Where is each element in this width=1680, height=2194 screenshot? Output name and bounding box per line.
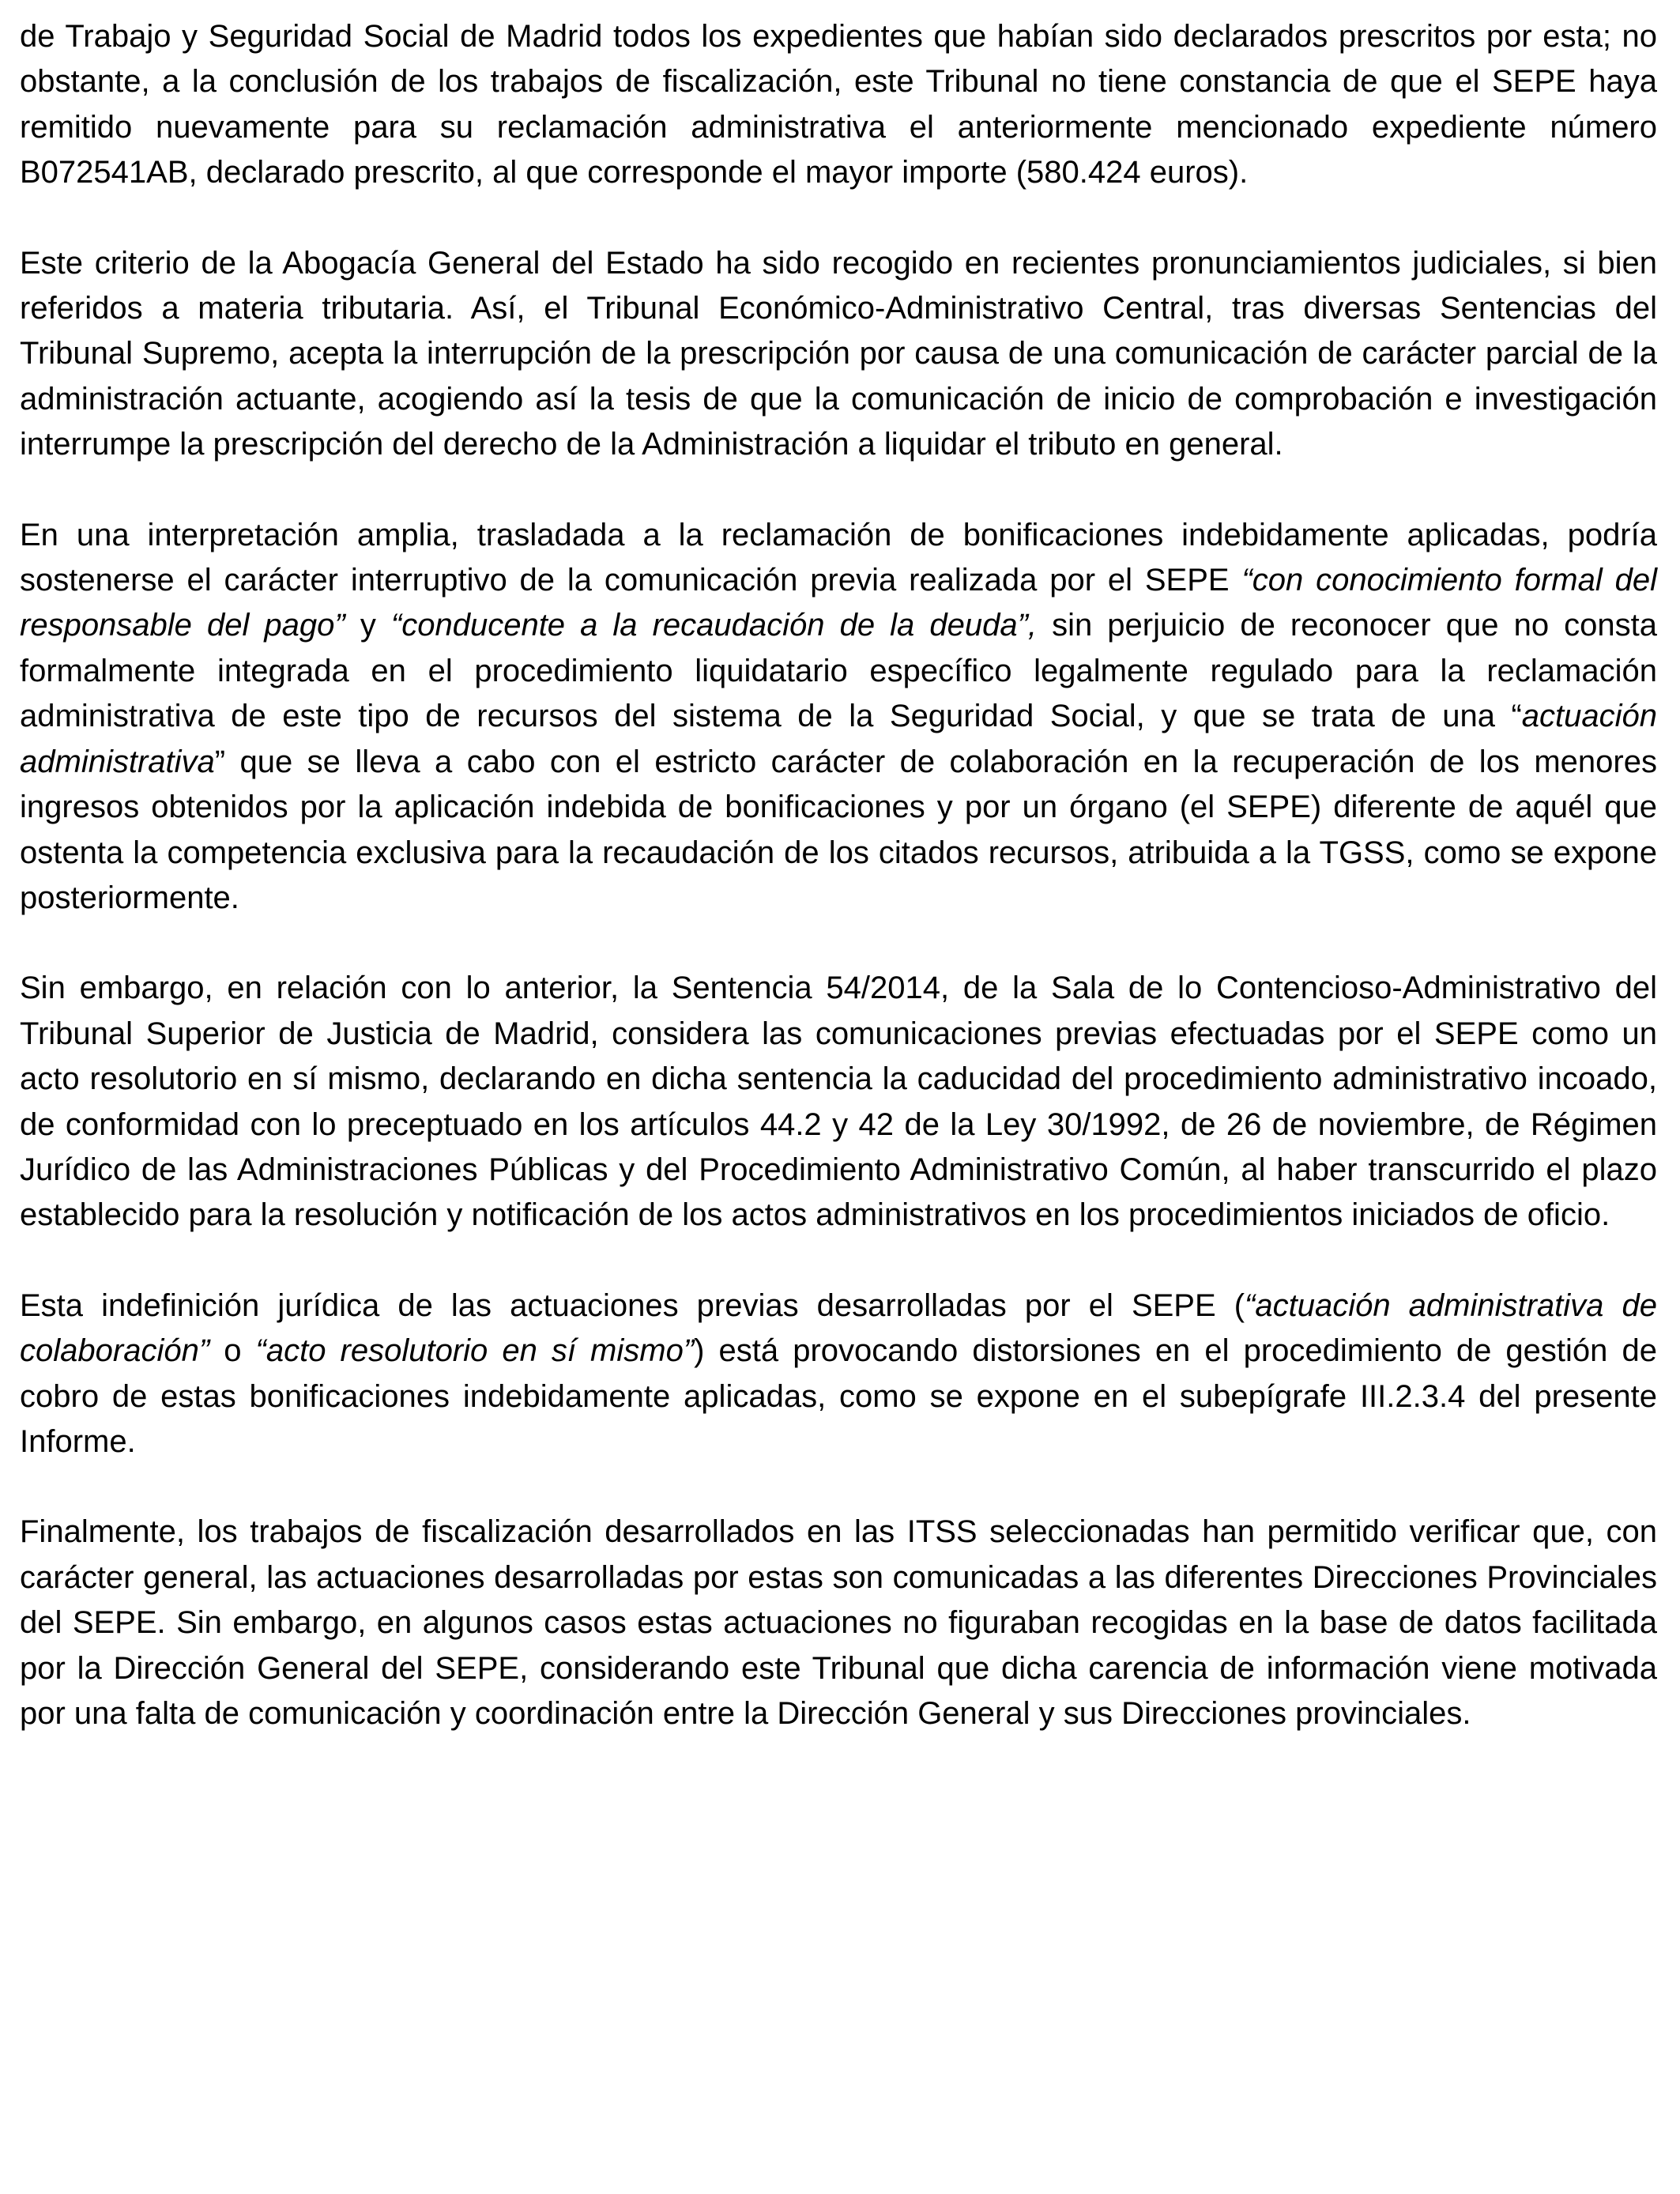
- italic-quote: “con conocimiento formal del responsable del pago”: [20, 563, 1657, 643]
- paragraph-text: sin perjuicio de reconocer que no consta formalmente integrada en el procedimiento liquidatario específico legalmente regulado para la reclamación administrativa de este tipo de recursos del sistema de la Seguridad Social, y que se trata de una “: [20, 608, 1658, 734]
- paragraph-text: ” que se lleva a cabo con el estricto carácter de colaboración en la recuperación de los menores ingresos obtenidos por la aplicación indebida de bonificaciones y por un órgano (el SEPE) diferente de aquél que ostenta la competencia exclusiva para la recaudación de los citados recursos, atribuida a la TGSS, como se expone posteriormente.: [20, 744, 1657, 915]
- document-page: [20, 14, 1657, 1781]
- paragraph-4: [20, 966, 1657, 1238]
- paragraph-3: [20, 513, 1657, 922]
- paragraph-text: y: [345, 608, 391, 643]
- paragraph-text: En una interpretación amplia, trasladada a la reclamación de bonificaciones indebidamente aplicadas, podría sostenerse el carácter interruptivo de la comunicación previa realizada por el SEPE: [20, 517, 1657, 598]
- italic-quote: “acto resolutorio en sí mismo”: [255, 1333, 695, 1369]
- paragraph-text: Este criterio de la Abogacía General del Estado ha sido recogido en recientes pronunciamientos judiciales, si bien referidos a materia tributaria. Así, el Tribunal Económico-Administrativo Central, tras diversas Sentencias del Tribunal Supremo, acepta la interrupción de la prescripción por causa de una comunicación de carácter parcial de la administración actuante, acogiendo así la tesis de que la comunicación de inicio de comprobación e investigación interrumpe la prescripción del derecho de la Administración a liquidar el tributo en general.: [20, 245, 1657, 462]
- paragraph-2: [20, 241, 1657, 468]
- italic-quote: “conducente a la recaudación de la deuda”,: [390, 608, 1038, 643]
- paragraph-text: ) está provocando distorsiones en el procedimiento de gestión de cobro de estas bonificaciones indebidamente aplicadas, como se expone en el subepígrafe III.2.3.4 del presente Informe.: [20, 1333, 1657, 1459]
- paragraph-text: o: [209, 1333, 256, 1369]
- paragraph-text: de Trabajo y Seguridad Social de Madrid todos los expedientes que habían sido declarados prescritos por esta; no obstante, a la conclusión de los trabajos de fiscalización, este Tribunal no tiene constancia de que el SEPE haya remitido nuevamente para su reclamación administrativa el anteriormente mencionado expediente número B072541AB, declarado prescrito, al que corresponde el mayor importe (580.424 euros).: [20, 19, 1657, 190]
- paragraph-5: [20, 1284, 1657, 1465]
- paragraph-6: [20, 1510, 1657, 1736]
- italic-quote: actuación administrativa: [20, 699, 1657, 779]
- paragraph-text: Esta indefinición jurídica de las actuaciones previas desarrolladas por el SEPE (: [20, 1287, 1245, 1323]
- paragraph-text: Finalmente, los trabajos de fiscalización desarrollados en las ITSS seleccionadas han permitido verificar que, con carácter general, las actuaciones desarrolladas por estas son comunicadas a las diferentes Direcciones Provinciales del SEPE. Sin embargo, en algunos casos estas actuaciones no figuraban recogidas en la base de datos facilitada por la Dirección General del SEPE, considerando este Tribunal que dicha carencia de información viene motivada por una falta de comunicación y coordinación entre la Dirección General y sus Direcciones provinciales.: [20, 1514, 1657, 1731]
- paragraph-text: Sin embargo, en relación con lo anterior, la Sentencia 54/2014, de la Sala de lo Contencioso-Administrativo del Tribunal Superior de Justicia de Madrid, considera las comunicaciones previas efectuadas por el SEPE como un acto resolutorio en sí mismo, declarando en dicha sentencia la caducidad del procedimiento administrativo incoado, de conformidad con lo preceptuado en los artículos 44.2 y 42 de la Ley 30/1992, de 26 de noviembre, de Régimen Jurídico de las Administraciones Públicas y del Procedimiento Administrativo Común, al haber transcurrido el plazo establecido para la resolución y notificación de los actos administrativos en los procedimientos iniciados de oficio.: [20, 971, 1657, 1233]
- paragraph-1: [20, 14, 1657, 196]
- italic-quote: “actuación administrativa de colaboración”: [20, 1287, 1657, 1369]
